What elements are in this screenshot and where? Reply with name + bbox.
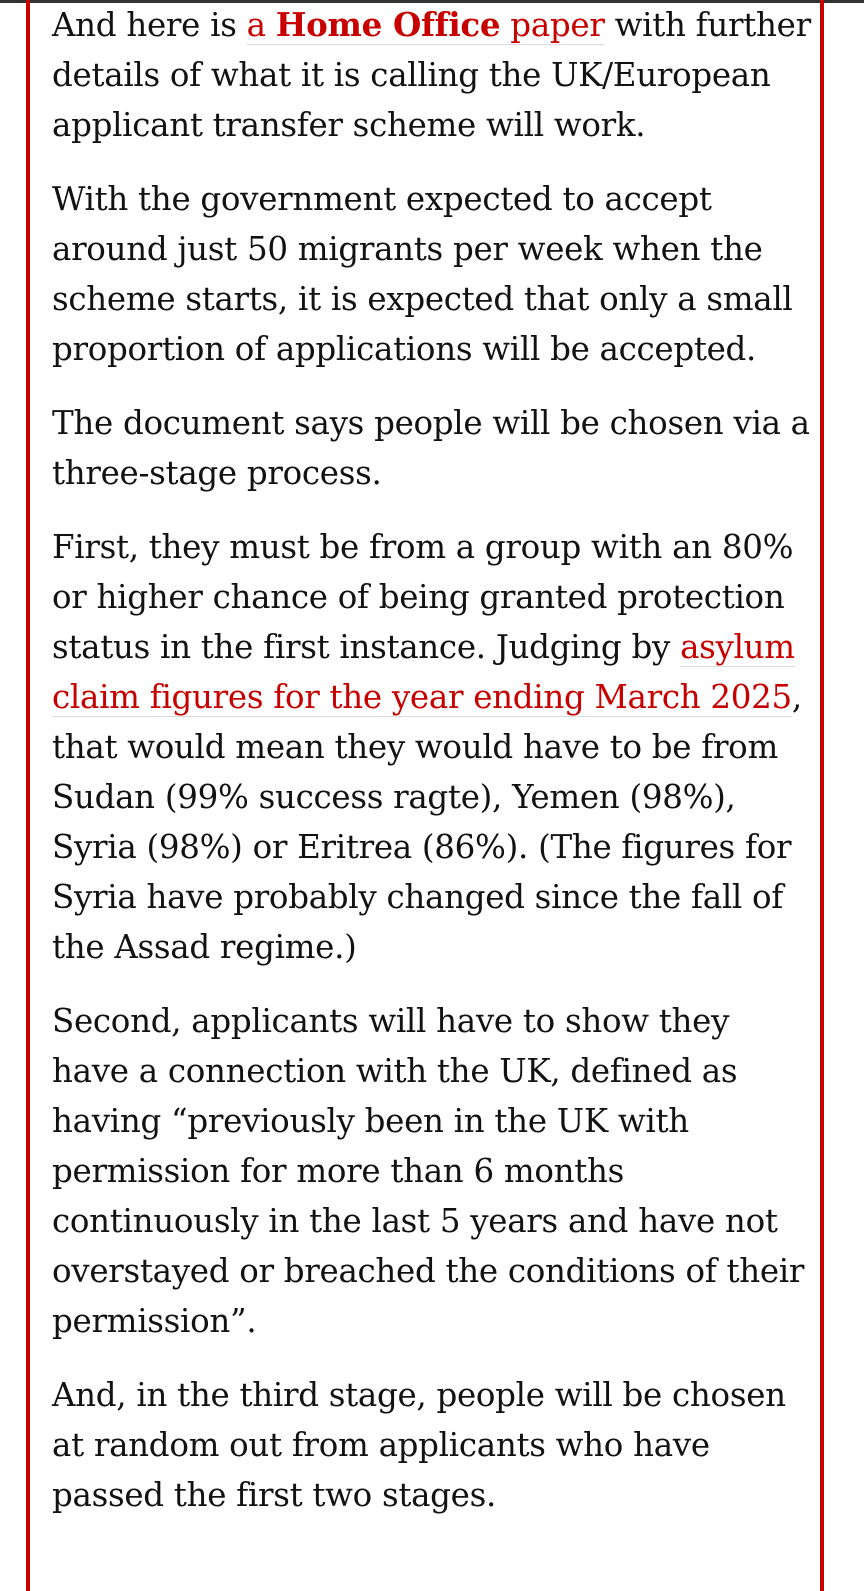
asylum-figures-link[interactable]: asylum claim figures for the year ending March 2025 xyxy=(52,628,795,716)
paragraph-text: with further details of what it is calling the UK/European applicant transfer scheme will work. xyxy=(52,6,811,144)
paragraph-text: And here is xyxy=(52,6,247,44)
paragraph-text: First, they must be from a group with an 80% or higher chance of being granted protection status in the first instance. Judging by xyxy=(52,528,794,666)
paragraph-text: , that would mean they would have to be from Sudan (99% success ragte), Yemen (98%), Syria (98%) or Eritrea (86%). (The figures for Syria have probably changed since the fall of the Assad regime.) xyxy=(52,678,802,966)
article-body xyxy=(52,0,812,1544)
paragraph-second-stage: Second, applicants will have to show they have a connection with the UK, defined as having “previously been in the UK with permission for more than 6 months continuously in the last 5 years and have not overstayed or breached the conditions of their permission”. xyxy=(52,1002,805,1340)
paragraph-third-stage: And, in the third stage, people will be chosen at random out from applicants who have passed the first two stages. xyxy=(52,1376,786,1514)
home-office-paper-link[interactable]: a Home Office paper xyxy=(246,5,605,44)
paragraph-three-stage: The document says people will be chosen via a three-stage process. xyxy=(52,404,810,492)
paragraph-weekly-quota: With the government expected to accept around just 50 migrants per week when the scheme starts, it is expected that only a small proportion of applications will be accepted. xyxy=(52,180,793,368)
paragraph-home-office-paper xyxy=(52,0,812,150)
paragraph-first-stage xyxy=(52,522,812,972)
